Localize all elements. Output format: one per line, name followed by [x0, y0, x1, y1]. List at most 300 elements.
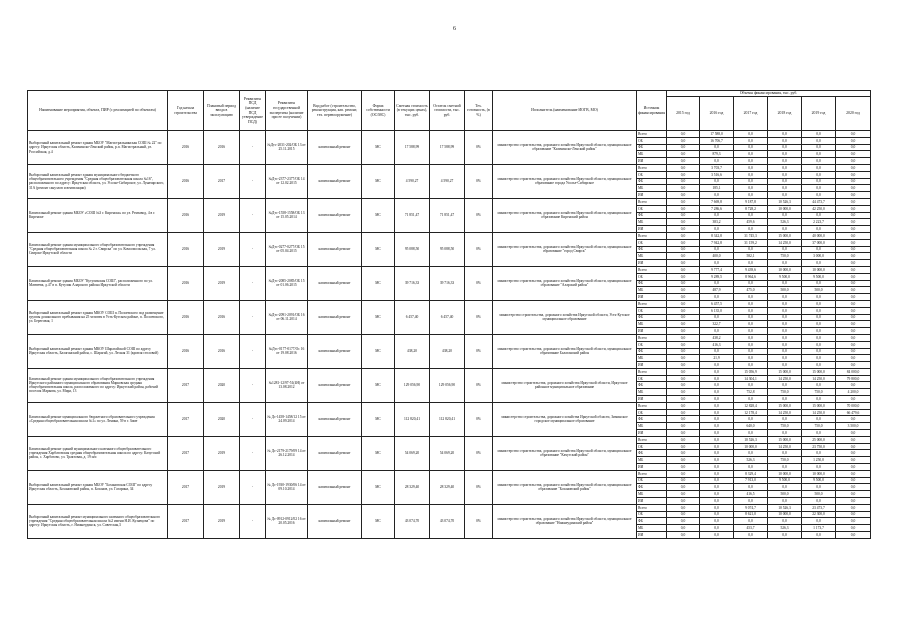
funding-value: 9 500,0 — [768, 477, 802, 484]
end-year: 2020 — [204, 368, 240, 402]
funding-value: 0,0 — [734, 321, 768, 328]
funding-source: МБ — [637, 253, 667, 260]
funding-value: 0,0 — [700, 532, 734, 539]
funding-value: 0,0 — [768, 334, 802, 341]
funding-value: 0,0 — [836, 192, 871, 199]
funding-value: 0,0 — [836, 457, 871, 464]
start-year: 2016 — [168, 334, 204, 368]
funding-value: 0,0 — [836, 260, 871, 267]
funding-value: 750,0 — [768, 423, 802, 430]
funding-value: 10 000,0 — [802, 470, 836, 477]
work-type: капитальный ремонт — [308, 368, 362, 402]
funding-value: 12 828,4 — [734, 402, 768, 409]
executor: министерство строительства, дорожного хозяйства Иркутской области, муниципальное образование "Качугский район" — [493, 436, 637, 470]
funding-value: 0,0 — [768, 532, 802, 539]
funding-value: 0,0 — [667, 185, 700, 192]
executor: министерство строительства, дорожного хозяйства Иркутской области, муниципальное образование "город Свирск" — [493, 232, 637, 266]
funding-source: Всего — [637, 164, 667, 171]
funding-value: 0,0 — [734, 355, 768, 362]
funding-value: 0,0 — [734, 314, 768, 321]
readiness: 0% — [465, 266, 493, 300]
executor: министерство строительства, дорожного хозяйства Иркутской области, Иркутское районное муниципальное образование — [493, 368, 637, 402]
funding-source: МБ — [637, 389, 667, 396]
funding-value: 0,0 — [836, 212, 871, 219]
funding-source: МБ — [637, 491, 667, 498]
funding-value: 0,0 — [734, 464, 768, 471]
readiness: 0% — [465, 368, 493, 402]
expertise-ref: № Дс-1930-1930/06 14 от 09.10.2014 — [266, 470, 308, 504]
funding-source: ОБ — [637, 341, 667, 348]
funding-value: 526,3 — [734, 457, 768, 464]
start-year: 2017 — [168, 402, 204, 436]
funding-source: Всего — [637, 232, 667, 239]
project-name: Выборочный капитальный ремонт здания муниципального бюджетного общеобразовательного учреждения "Средняя общеобразовательная школа №16", расположенного по адресу: Иркутская область, ул. Усолье-Сибирское, ул. Луначарского, 31А (ремонт санузлов и вентиляции) — [28, 164, 168, 198]
funding-value: 0,0 — [802, 144, 836, 151]
funding-value: 0,0 — [700, 246, 734, 253]
funding-value: 0,0 — [667, 450, 700, 457]
funding-value: 0,0 — [667, 382, 700, 389]
project-name: Выборочный капитальный ремонт здания МКОУ СОШ п. Полоевского под размещение группы дошкольного пребывания на 25 человек в Усть-Кутском районе, п. Полоевского, ул. Береговая, 1 — [28, 300, 168, 334]
readiness: 0% — [465, 470, 493, 504]
funding-value: 42 250,0 — [802, 205, 836, 212]
funding-value: 0,0 — [667, 198, 700, 205]
funding-value: 0,0 — [768, 321, 802, 328]
funding-value: 0,0 — [802, 396, 836, 403]
funding-value: 0,0 — [734, 212, 768, 219]
funding-value: 0,0 — [802, 484, 836, 491]
header-expertise: Реквизиты государственной экспертизы (наличие при ее получении) — [266, 91, 308, 131]
header-year: 2017 год — [734, 97, 768, 131]
funding-value: 40 000,0 — [802, 232, 836, 239]
psd-status: - — [240, 504, 266, 538]
funding-value: 0,0 — [734, 416, 768, 423]
funding-value: 582,1 — [734, 253, 768, 260]
funding-value: 500,0 — [802, 287, 836, 294]
start-year: 2016 — [168, 198, 204, 232]
funding-value: 22 300,0 — [802, 511, 836, 518]
funding-source: ФБ — [637, 484, 667, 491]
funding-value: 0,0 — [667, 525, 700, 532]
funding-value: 0,0 — [700, 491, 734, 498]
funding-value: 0,0 — [667, 171, 700, 178]
funding-value: 0,0 — [836, 348, 871, 355]
funding-value: 14 250,0 — [768, 375, 802, 382]
funding-value: 0,0 — [802, 280, 836, 287]
funding-value: 0,0 — [734, 144, 768, 151]
funding-value: 0,0 — [667, 491, 700, 498]
funding-value: 0,0 — [802, 328, 836, 335]
funding-source: ИИ — [637, 158, 667, 165]
funding-value: 0,0 — [802, 355, 836, 362]
estimate-cost: 28 329,40 — [395, 470, 430, 504]
funding-value: 0,0 — [836, 198, 871, 205]
funding-value: 0,0 — [734, 192, 768, 199]
balance-cost: 39 716,33 — [430, 266, 465, 300]
funding-value: 0,0 — [768, 348, 802, 355]
psd-status: - — [240, 368, 266, 402]
funding-value: 0,0 — [836, 443, 871, 450]
ownership: МС — [362, 198, 395, 232]
funding-value: 17 588,0 — [700, 131, 734, 138]
project-name: Капитальный ремонт муниципального бюджетного образовательного учреждения «Средняя общеобразовательная школа №1» по ул. Ленина, 59 в г. Зиме — [28, 402, 168, 436]
funding-value: 0,0 — [700, 328, 734, 335]
funding-value: 0,0 — [667, 368, 700, 375]
ownership: МС — [362, 470, 395, 504]
funding-value: 0,0 — [700, 402, 734, 409]
funding-source: ИИ — [637, 464, 667, 471]
funding-value: 0,0 — [802, 334, 836, 341]
funding-value: 0,0 — [836, 416, 871, 423]
funding-value: 0,0 — [768, 328, 802, 335]
funding-value: 0,0 — [667, 164, 700, 171]
ownership: МС — [362, 504, 395, 538]
estimate-cost: 438,20 — [395, 334, 430, 368]
executor: министерство строительства, дорожного хозяйства Иркутской области, муниципальное образование "Бохановский район" — [493, 470, 637, 504]
funding-table — [27, 90, 871, 539]
header-year: 2018 год — [768, 97, 802, 131]
funding-value: 0,0 — [836, 307, 871, 314]
funding-value: 0,0 — [700, 443, 734, 450]
estimate-cost: 43 074,70 — [395, 504, 430, 538]
funding-value: 500,0 — [768, 491, 802, 498]
funding-value: 0,0 — [734, 430, 768, 437]
estimate-cost: 54 069,20 — [395, 436, 430, 470]
funding-value: 0,0 — [667, 137, 700, 144]
funding-value: 0,0 — [700, 484, 734, 491]
funding-source: ОБ — [637, 239, 667, 246]
ownership: МС — [362, 436, 395, 470]
funding-value: 0,0 — [734, 382, 768, 389]
funding-value: 0,0 — [667, 300, 700, 307]
funding-value: 416,5 — [734, 491, 768, 498]
executor: министерство строительства, дорожного хозяйства Иркутской области, Зиминское городское муниципальное образование — [493, 402, 637, 436]
funding-value: 8 342,8 — [700, 232, 734, 239]
funding-value: 0,0 — [768, 362, 802, 369]
funding-value: 0,0 — [768, 212, 802, 219]
funding-value: 0,0 — [667, 307, 700, 314]
estimate-cost: 39 716,33 — [395, 266, 430, 300]
funding-value: 7 286,6 — [700, 205, 734, 212]
funding-value: 0,0 — [802, 131, 836, 138]
funding-value: 0,0 — [768, 464, 802, 471]
funding-value: 66 479,6 — [836, 409, 871, 416]
funding-source: Всего — [637, 470, 667, 477]
end-year: 2019 — [204, 232, 240, 266]
funding-value: 0,0 — [734, 171, 768, 178]
executor: министерство строительства, дорожного хозяйства Иркутской области, муниципальное образование города Усолье-Сибирское — [493, 164, 637, 198]
end-year: 2019 — [204, 436, 240, 470]
funding-value: 8 621,0 — [734, 511, 768, 518]
work-type: капитальный ремонт — [308, 164, 362, 198]
funding-source: ИИ — [637, 498, 667, 505]
psd-status: - — [240, 164, 266, 198]
funding-source: МБ — [637, 219, 667, 226]
funding-value: 14 250,0 — [802, 375, 836, 382]
work-type: капитальный ремонт — [308, 232, 362, 266]
funding-value: 0,0 — [734, 300, 768, 307]
funding-value: 0,0 — [768, 151, 802, 158]
funding-value: 0,0 — [667, 504, 700, 511]
header-source: Источник финансирования — [637, 91, 667, 131]
funding-source: ФБ — [637, 144, 667, 151]
balance-cost: 95 088,50 — [430, 232, 465, 266]
funding-source: ФБ — [637, 450, 667, 457]
funding-value: 0,0 — [802, 498, 836, 505]
funding-value: 0,0 — [667, 443, 700, 450]
funding-value: 0,0 — [836, 266, 871, 273]
funding-value: 0,0 — [734, 498, 768, 505]
funding-value: 0,0 — [836, 294, 871, 301]
funding-source: Всего — [637, 334, 667, 341]
start-year: 2016 — [168, 131, 204, 165]
funding-value: 0,0 — [836, 362, 871, 369]
header-name: Наименование мероприятия, объекта, ПИР (с реализацией по объектам) — [28, 91, 168, 131]
funding-value: 14 250,0 — [768, 239, 802, 246]
table-row — [28, 266, 871, 273]
funding-value: 0,0 — [768, 171, 802, 178]
funding-value: 0,0 — [836, 300, 871, 307]
funding-value: 84 000,0 — [836, 368, 871, 375]
funding-source: ОБ — [637, 409, 667, 416]
funding-value: 15 000,0 — [768, 232, 802, 239]
funding-value: 9 500,0 — [802, 477, 836, 484]
funding-source: МБ — [637, 185, 667, 192]
funding-value: 0,0 — [667, 532, 700, 539]
funding-value: 0,0 — [700, 389, 734, 396]
project-name: Выборочный капитальный ремонт здания МБОУ "Бохановская СОШ" по адресу Иркутская область, Бохановский район, п. Боханов, ул. Гагарина, 34 — [28, 470, 168, 504]
funding-value: 0,0 — [802, 294, 836, 301]
expertise-ref: №Дтс-0277-0277/ОБ 15 от 05.04.2015 — [266, 232, 308, 266]
funding-value: 0,0 — [700, 158, 734, 165]
funding-value: 0,0 — [836, 532, 871, 539]
table-body — [28, 131, 871, 539]
psd-status: - — [240, 232, 266, 266]
balance-cost: 17 588,99 — [430, 131, 465, 165]
funding-value: 0,0 — [734, 137, 768, 144]
funding-source: ФБ — [637, 280, 667, 287]
funding-value: 879,3 — [700, 151, 734, 158]
funding-source: ИИ — [637, 192, 667, 199]
funding-value: 0,0 — [734, 226, 768, 233]
funding-value: 0,0 — [802, 450, 836, 457]
funding-value: 0,0 — [734, 246, 768, 253]
funding-source: ИИ — [637, 430, 667, 437]
work-type: капитальный ремонт — [308, 436, 362, 470]
funding-value: 9 187,8 — [734, 198, 768, 205]
funding-value: 0,0 — [700, 260, 734, 267]
funding-value: 526,3 — [768, 525, 802, 532]
executor: министерство строительства, дорожного хозяйства Иркутской области, муниципальное образование Балаганский район — [493, 334, 637, 368]
table-row — [28, 436, 871, 443]
funding-value: 0,0 — [734, 151, 768, 158]
header-ownership: Форма собственности (ОС/МС) — [362, 91, 395, 131]
funding-value: 0,0 — [667, 457, 700, 464]
funding-value: 0,0 — [700, 178, 734, 185]
funding-value: 0,0 — [667, 151, 700, 158]
funding-source: Всего — [637, 436, 667, 443]
funding-value: 0,0 — [802, 226, 836, 233]
work-type: капитальный ремонт — [308, 334, 362, 368]
funding-value: 10 526,3 — [768, 198, 802, 205]
readiness: 0% — [465, 198, 493, 232]
funding-source: МБ — [637, 457, 667, 464]
readiness: 0% — [465, 300, 493, 334]
funding-value: 0,0 — [667, 212, 700, 219]
funding-source: ИИ — [637, 532, 667, 539]
header-funding-group: Объемы финансирования, тыс. руб. — [667, 91, 871, 97]
funding-value: 0,0 — [836, 491, 871, 498]
funding-value: 0,0 — [667, 205, 700, 212]
readiness: 0% — [465, 164, 493, 198]
table-row — [28, 164, 871, 171]
funding-value: 0,0 — [734, 532, 768, 539]
funding-value: 0,0 — [802, 171, 836, 178]
funding-value: 3 000,0 — [802, 253, 836, 260]
funding-value: 10 000,0 — [768, 511, 802, 518]
funding-value: 14 250,0 — [802, 409, 836, 416]
funding-value: 0,0 — [700, 416, 734, 423]
start-year: 2017 — [168, 504, 204, 538]
funding-value: 0,0 — [768, 280, 802, 287]
funding-value: 0,0 — [768, 484, 802, 491]
funding-value: 0,0 — [734, 178, 768, 185]
funding-value: 0,0 — [667, 232, 700, 239]
executor: министерство строительства, дорожного хозяйства Иркутской области, муниципальное образование Киренский район — [493, 198, 637, 232]
funding-value: 500,0 — [802, 491, 836, 498]
end-year: 2020 — [204, 402, 240, 436]
funding-value: 0,0 — [836, 470, 871, 477]
funding-value: 0,0 — [667, 416, 700, 423]
funding-value: 0,0 — [700, 368, 734, 375]
funding-value: 0,0 — [667, 484, 700, 491]
funding-value: 0,0 — [700, 362, 734, 369]
funding-value: 0,0 — [802, 192, 836, 199]
readiness: 0% — [465, 436, 493, 470]
funding-value: 10 000,0 — [802, 266, 836, 273]
funding-value: 0,0 — [700, 144, 734, 151]
funding-value: 0,0 — [700, 450, 734, 457]
funding-source: ФБ — [637, 314, 667, 321]
funding-value: 0,0 — [700, 409, 734, 416]
funding-value: 0,0 — [768, 518, 802, 525]
funding-value: 0,0 — [802, 137, 836, 144]
expertise-ref: №Дтс-2085-2085/ОБ 15 от 01.06.2015 — [266, 266, 308, 300]
funding-value: 0,0 — [667, 158, 700, 165]
funding-value: 0,0 — [667, 409, 700, 416]
funding-source: ОБ — [637, 205, 667, 212]
funding-value: 0,0 — [667, 253, 700, 260]
funding-source: ИИ — [637, 362, 667, 369]
funding-value: 0,0 — [700, 396, 734, 403]
header-year: 2020 год — [836, 97, 871, 131]
funding-value: 0,0 — [836, 137, 871, 144]
expertise-ref: № Дс-2179-2179/09 14 от 26.12.2014 — [266, 436, 308, 470]
funding-value: 0,0 — [802, 151, 836, 158]
balance-cost: 4 590,27 — [430, 164, 465, 198]
balance-cost: 43 074,70 — [430, 504, 465, 538]
project-name: Выборочный капитальный ремонт здания МБОУ "Магистральнинская СОШ № 22" по адресу: Иркутская область, Казачинско-Ленский район, р.п. Магистральный, ул. Российская, д.4 — [28, 131, 168, 165]
funding-value: 0,0 — [768, 185, 802, 192]
funding-value: 0,0 — [667, 321, 700, 328]
funding-value: 9 439,6 — [734, 266, 768, 273]
funding-value: 0,0 — [836, 151, 871, 158]
funding-value: 0,0 — [667, 470, 700, 477]
funding-value: 3 703,7 — [700, 164, 734, 171]
funding-value: 15 000,0 — [768, 402, 802, 409]
funding-value: 0,0 — [667, 294, 700, 301]
funding-value: 0,0 — [836, 525, 871, 532]
funding-value: 0,0 — [700, 498, 734, 505]
funding-value: 0,0 — [836, 232, 871, 239]
funding-value: 0,0 — [768, 314, 802, 321]
funding-value: 0,0 — [667, 389, 700, 396]
estimate-cost: 17 588,99 — [395, 131, 430, 165]
funding-value: 9 500,0 — [768, 273, 802, 280]
funding-value: 0,0 — [734, 518, 768, 525]
ownership: МС — [362, 164, 395, 198]
funding-value: 0,0 — [836, 328, 871, 335]
work-type: капитальный ремонт — [308, 131, 362, 165]
psd-status: - — [240, 334, 266, 368]
work-type: капитальный ремонт — [308, 470, 362, 504]
funding-value: 0,0 — [836, 246, 871, 253]
funding-value: 0,0 — [836, 355, 871, 362]
funding-source: ИИ — [637, 396, 667, 403]
funding-value: 0,0 — [700, 294, 734, 301]
funding-value: 0,0 — [836, 498, 871, 505]
header-executor: Исполнитель (наименование ИОГВ, МО) — [493, 91, 637, 131]
funding-value: 0,0 — [802, 164, 836, 171]
funding-value: 0,0 — [700, 470, 734, 477]
header-year: 2016 год — [700, 97, 734, 131]
funding-source: Всего — [637, 266, 667, 273]
funding-value: 0,0 — [667, 464, 700, 471]
table-row — [28, 198, 871, 205]
funding-value: 6 457,5 — [700, 300, 734, 307]
funding-value: 0,0 — [667, 260, 700, 267]
funding-value: 526,3 — [768, 219, 802, 226]
funding-source: Всего — [637, 131, 667, 138]
funding-value: 0,0 — [667, 178, 700, 185]
funding-source: ИИ — [637, 328, 667, 335]
psd-status: - — [240, 300, 266, 334]
funding-source: ОБ — [637, 443, 667, 450]
funding-value: 0,0 — [667, 273, 700, 280]
estimate-cost: 112 820,41 — [395, 402, 430, 436]
funding-value: 0,0 — [802, 341, 836, 348]
funding-value: 9 777,4 — [700, 266, 734, 273]
funding-value: 0,0 — [836, 518, 871, 525]
funding-value: 0,0 — [734, 484, 768, 491]
funding-value: 79 800,0 — [836, 375, 871, 382]
end-year: 2019 — [204, 198, 240, 232]
funding-value: 0,0 — [802, 185, 836, 192]
funding-value: 0,0 — [734, 164, 768, 171]
funding-value: 23 750,0 — [802, 443, 836, 450]
funding-value: 0,0 — [700, 212, 734, 219]
funding-value: 0,0 — [802, 464, 836, 471]
balance-cost: 112 820,41 — [430, 402, 465, 436]
funding-value: 475,0 — [734, 287, 768, 294]
funding-value: 0,0 — [667, 226, 700, 233]
project-name: Капитальный ремонт зданий муниципального казенного общеобразовательного учреждения Харбатовская средняя общеобразовательная школа по адресу: Качугский район, с. Харбатово, ул. Трактовая, д. 19 и/и — [28, 436, 168, 470]
funding-value: 7 942,8 — [700, 239, 734, 246]
funding-value: 0,0 — [667, 266, 700, 273]
funding-value: 0,0 — [734, 396, 768, 403]
funding-value: 0,0 — [768, 382, 802, 389]
funding-value: 0,0 — [836, 158, 871, 165]
ownership: МС — [362, 232, 395, 266]
